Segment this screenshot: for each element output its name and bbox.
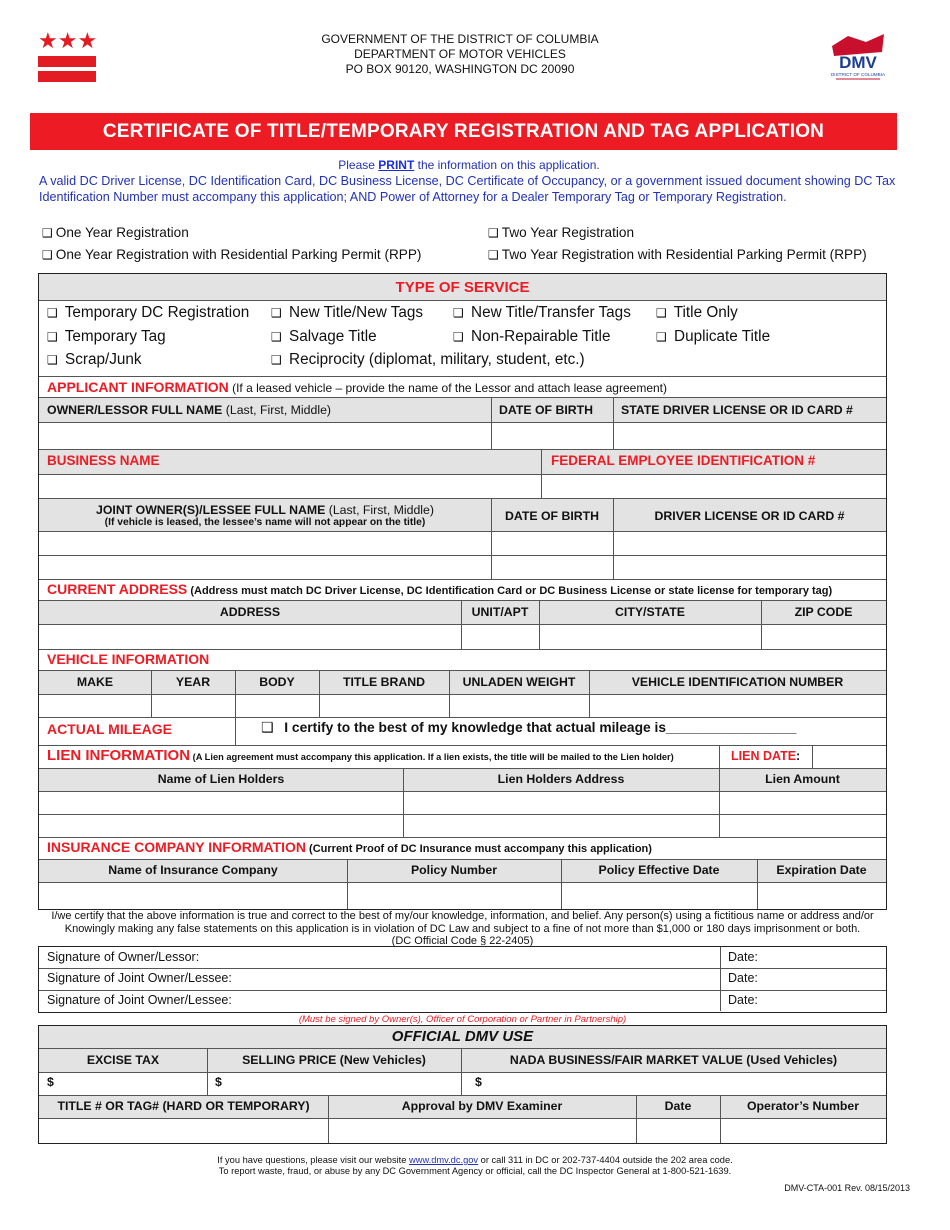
operator-number-col: Operator’s Number <box>746 1099 860 1113</box>
official-date-field[interactable] <box>637 1119 720 1143</box>
certification-statement: I/we certify that the above information is true and correct to the best of my/our knowledge, information, and belief. Any person(s) using a fictitious name or address and/or Knowingly making any false statements on this application is in violation of DC Law and subject to a fine of not more than $1,000 or 180 days imprisonment or both. (DC Official Code § 22-2405) <box>51 910 874 947</box>
checkbox-icon: ❑ <box>656 306 667 320</box>
star-icon: ★ <box>57 28 78 53</box>
joint-dl-label: DRIVER LICENSE OR ID CARD # <box>654 509 845 523</box>
official-use-heading: OFFICIAL DMV USE <box>391 1028 534 1045</box>
option-one-year[interactable]: ❑ One Year Registration <box>42 225 189 240</box>
year-col: YEAR <box>175 675 211 689</box>
checkbox-icon: ❑ <box>47 330 58 344</box>
svc-scrap-junk[interactable]: ❑ Scrap/Junk <box>47 351 142 368</box>
policy-number-col: Policy Number <box>410 863 498 877</box>
joint-owner-label: JOINT OWNER(S)/LESSEE FULL NAME (Last, First, Middle) <box>96 503 434 517</box>
checkbox-icon: ❑ <box>261 720 274 736</box>
joint-signature-field-2[interactable] <box>239 991 719 1012</box>
type-of-service-heading: TYPE OF SERVICE <box>395 279 530 296</box>
title-brand-col: TITLE BRAND <box>343 675 425 689</box>
application-form <box>38 273 887 910</box>
owner-name-field[interactable] <box>39 423 491 449</box>
lien-address-col: Lien Holders Address <box>497 772 625 786</box>
address-col: ADDRESS <box>219 605 281 619</box>
nada-value-field[interactable]: $ <box>475 1075 482 1089</box>
joint-signature-field-1[interactable] <box>239 969 719 990</box>
examiner-col: Approval by DMV Examiner <box>401 1099 563 1113</box>
checkbox-icon: ❑ <box>271 306 282 320</box>
expiration-col: Expiration Date <box>776 863 867 877</box>
expiration-field[interactable] <box>758 883 886 909</box>
mileage-label: ACTUAL MILEAGE <box>47 721 172 737</box>
option-two-year-rpp[interactable]: ❑ Two Year Registration with Residential Parking Permit (RPP) <box>488 247 867 262</box>
svg-text:DMV: DMV <box>839 53 877 72</box>
checkbox-icon: ❑ <box>42 226 53 240</box>
owner-signature-date-label: Date: <box>728 950 758 964</box>
joint-owner-note: (If vehicle is leased, the lessee’s name will not appear on the title) <box>104 517 426 528</box>
policy-effective-col: Policy Effective Date <box>598 863 720 877</box>
signature-table <box>38 946 887 1013</box>
lien-date-label: LIEN DATE: <box>731 749 801 763</box>
year-field[interactable] <box>152 695 235 717</box>
business-name-label: BUSINESS NAME <box>47 453 160 468</box>
svg-text:DISTRICT OF COLUMBIA: DISTRICT OF COLUMBIA <box>830 72 886 77</box>
star-icon: ★ <box>77 28 98 53</box>
body-col: BODY <box>259 675 295 689</box>
signature-note: (Must be signed by Owner(s), Officer of Corporation or Partner in Partnership) <box>298 1014 627 1025</box>
svc-temporary-tag[interactable]: ❑ Temporary Tag <box>47 328 166 345</box>
owner-signature-label: Signature of Owner/Lessor: <box>47 950 200 964</box>
title-brand-field[interactable] <box>320 695 449 717</box>
policy-effective-field[interactable] <box>562 883 757 909</box>
svc-salvage-title[interactable]: ❑ Salvage Title <box>271 328 377 345</box>
joint-signature-label-1: Signature of Joint Owner/Lessee: <box>47 971 232 985</box>
selling-price-field[interactable]: $ <box>215 1075 222 1089</box>
lien-heading: LIEN INFORMATION (A Lien agreement must accompany this application. If a lien exists, the title will be mailed to the Lien holder) <box>47 747 674 764</box>
option-one-year-rpp[interactable]: ❑ One Year Registration with Residential Parking Permit (RPP) <box>42 247 422 262</box>
svc-title-only[interactable]: ❑ Title Only <box>656 304 738 321</box>
joint-signature-label-2: Signature of Joint Owner/Lessee: <box>47 993 232 1007</box>
address-heading: CURRENT ADDRESS (Address must match DC Driver License, DC Identification Card or DC Business License or state license for temporary tag) <box>47 581 833 597</box>
dob-label: DATE OF BIRTH <box>499 403 594 417</box>
joint-owner-field-2[interactable] <box>39 556 491 579</box>
checkbox-icon: ❑ <box>488 226 499 240</box>
svc-non-repairable-title[interactable]: ❑ Non-Repairable Title <box>453 328 611 345</box>
joint-signature-date-label-2: Date: <box>728 993 758 1007</box>
joint-dob-label: DATE OF BIRTH <box>504 509 600 523</box>
dc-dmv-logo <box>826 32 890 82</box>
business-name-field[interactable] <box>39 475 541 498</box>
selling-price-col: SELLING PRICE (New Vehicles) <box>242 1053 426 1067</box>
star-icon: ★ <box>38 28 58 53</box>
svc-new-title-transfer-tags[interactable]: ❑ New Title/Transfer Tags <box>453 304 631 321</box>
city-state-col: CITY/STATE <box>615 605 685 619</box>
owner-signature-field[interactable] <box>209 947 719 968</box>
official-date-col: Date <box>664 1099 692 1113</box>
page-header <box>0 30 950 90</box>
checkbox-icon: ❑ <box>271 330 282 344</box>
checkbox-icon: ❑ <box>42 248 53 262</box>
fein-label: FEDERAL EMPLOYEE IDENTIFICATION # <box>551 453 816 468</box>
checkbox-icon: ❑ <box>453 306 464 320</box>
mileage-certify[interactable]: ❑ I certify to the best of my knowledge that actual mileage is_________________ <box>261 720 797 736</box>
agency-address: GOVERNMENT OF THE DISTRICT OF COLUMBIA DEPARTMENT OF MOTOR VEHICLES PO BOX 90120, WASHINGTON DC 20090 <box>321 32 599 76</box>
owner-dob-field[interactable] <box>492 423 613 449</box>
unit-col: UNIT/APT <box>471 605 529 619</box>
vin-field[interactable] <box>590 695 886 717</box>
form-title: CERTIFICATE OF TITLE/TEMPORARY REGISTRATION AND TAG APPLICATION <box>30 113 897 150</box>
svc-new-title-new-tags[interactable]: ❑ New Title/New Tags <box>271 304 424 321</box>
applicant-heading: APPLICANT INFORMATION (If a leased vehicle – provide the name of the Lessor and attach lease agreement) <box>47 379 667 395</box>
insurance-heading: INSURANCE COMPANY INFORMATION (Current Proof of DC Insurance must accompany this application) <box>47 839 652 855</box>
insurer-field[interactable] <box>39 883 347 909</box>
make-col: MAKE <box>76 675 114 689</box>
joint-signature-date-label-1: Date: <box>728 971 758 985</box>
checkbox-icon: ❑ <box>47 306 58 320</box>
joint-owner-field-1[interactable] <box>39 532 491 555</box>
address-field[interactable] <box>39 625 461 649</box>
vin-col: VEHICLE IDENTIFICATION NUMBER <box>631 675 844 689</box>
dc-flag-logo <box>38 30 96 82</box>
insurer-col: Name of Insurance Company <box>108 863 278 877</box>
svc-reciprocity[interactable]: ❑ Reciprocity (diplomat, military, student, etc.) <box>271 351 585 368</box>
operator-number-field[interactable] <box>721 1119 886 1143</box>
lien-holder-field-2[interactable] <box>39 815 403 837</box>
lien-amount-col: Lien Amount <box>765 772 840 786</box>
checkbox-icon: ❑ <box>656 330 667 344</box>
svc-temp-dc-registration[interactable]: ❑ Temporary DC Registration <box>47 304 250 321</box>
checkbox-icon: ❑ <box>47 353 58 367</box>
option-two-year[interactable]: ❑ Two Year Registration <box>488 225 635 240</box>
state-dl-label: STATE DRIVER LICENSE OR ID CARD # <box>621 403 853 417</box>
body-field[interactable] <box>236 695 319 717</box>
dmv-website-link[interactable]: www.dmv.dc.gov <box>409 1155 479 1165</box>
excise-tax-col: EXCISE TAX <box>86 1053 160 1067</box>
instructions: Please PRINT the information on this application. A valid DC Driver License, DC Identification Card, DC Business License, DC Certificate of Occupancy, or a government issued document showing DC Tax Identification Number must accompany this application; AND Power of Attorney for a Dealer Temporary Tag or Temporary Registration. <box>39 158 896 204</box>
lien-holder-col: Name of Lien Holders <box>157 772 285 786</box>
zip-col: ZIP CODE <box>794 605 853 619</box>
zip-field[interactable] <box>762 625 886 649</box>
examiner-field[interactable] <box>329 1119 636 1143</box>
state-dl-field[interactable] <box>614 423 886 449</box>
title-tag-field[interactable] <box>39 1119 328 1143</box>
official-dmv-use <box>38 1025 887 1144</box>
lien-date-field[interactable] <box>813 746 886 768</box>
checkbox-icon: ❑ <box>271 353 282 367</box>
checkbox-icon: ❑ <box>488 248 499 262</box>
lien-holder-field-1[interactable] <box>39 792 403 814</box>
vehicle-heading: VEHICLE INFORMATION <box>47 651 210 667</box>
checkbox-icon: ❑ <box>453 330 464 344</box>
make-field[interactable] <box>39 695 151 717</box>
nada-value-col: NADA BUSINESS/FAIR MARKET VALUE (Used Vehicles) <box>509 1053 838 1067</box>
unit-field[interactable] <box>462 625 539 649</box>
city-state-field[interactable] <box>540 625 761 649</box>
fein-field[interactable] <box>542 475 886 498</box>
policy-number-field[interactable] <box>348 883 561 909</box>
weight-field[interactable] <box>450 695 589 717</box>
title-tag-col: TITLE # OR TAG# (HARD OR TEMPORARY) <box>57 1099 310 1113</box>
svc-duplicate-title[interactable]: ❑ Duplicate Title <box>656 328 771 345</box>
excise-tax-field[interactable]: $ <box>47 1075 54 1089</box>
owner-name-label: OWNER/LESSOR FULL NAME (Last, First, Middle) <box>47 403 332 417</box>
page-footer: If you have questions, please visit our website www.dmv.dc.gov or call 311 in DC or 202-737-4404 outside the 202 area code. To report waste, fraud, or abuse by any DC Government Agency or official, call the DC Inspector General at 1-800-521-1639. <box>217 1155 733 1176</box>
weight-col: UNLADEN WEIGHT <box>462 675 576 689</box>
form-revision: DMV-CTA-001 Rev. 08/15/2013 <box>784 1183 910 1193</box>
